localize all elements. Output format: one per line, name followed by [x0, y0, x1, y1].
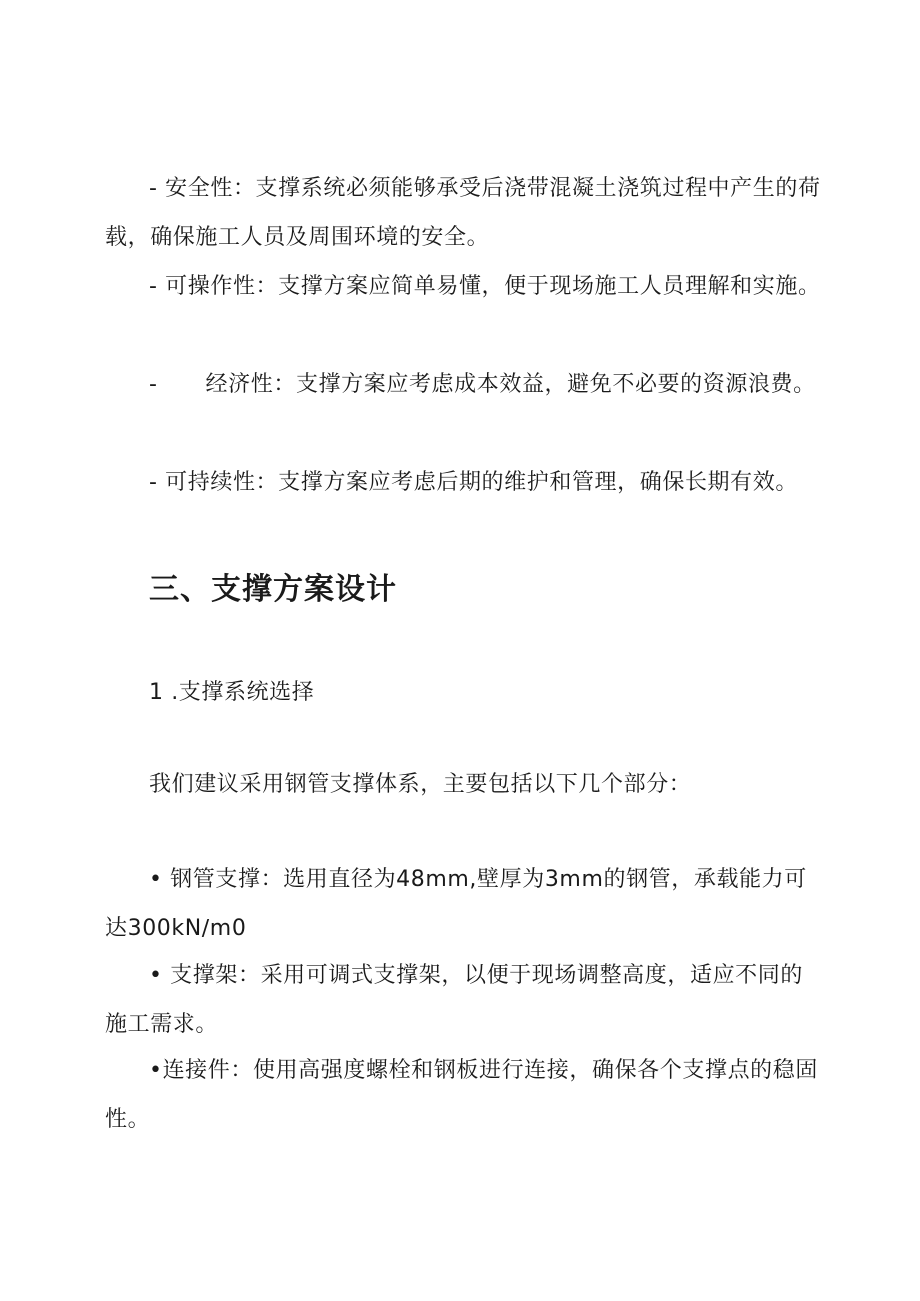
bullet-steel-pipe — [105, 855, 825, 953]
bullet-marker: • — [149, 1058, 163, 1083]
section-heading: 三、支撑方案设计 — [149, 572, 397, 607]
bullet-text: 支撑架：采用可调式支撑架，以便于现场调整高度，适应不同的施工需求。 — [105, 963, 803, 1037]
principle-economy — [105, 360, 825, 409]
principle-text: 经济性：支撑方案应考虑成本效益，避免不必要的资源浪费。 — [205, 372, 816, 397]
bullet-text: 钢管支撑：选用直径为48mm,壁厚为3mm的钢管，承载能力可达300kN∕m0 — [105, 867, 807, 941]
bullet-text: 连接件：使用高强度螺栓和钢板进行连接，确保各个支撑点的稳固性。 — [105, 1058, 818, 1132]
intro-paragraph: 我们建议采用钢管支撑体系，主要包括以下几个部分： — [149, 772, 692, 797]
bullet-support-frame — [105, 951, 825, 1049]
dash-marker: - — [149, 372, 158, 397]
dash-marker: - — [149, 176, 158, 201]
principle-text: 可持续性：支撑方案应考虑后期的维护和管理，确保长期有效。 — [165, 470, 798, 495]
principle-operability — [105, 262, 825, 311]
principle-safety — [105, 164, 825, 262]
principle-sustainability — [105, 458, 825, 507]
bullet-connector — [105, 1046, 825, 1144]
bullet-marker: • — [149, 963, 163, 988]
principle-text: 安全性：支撑系统必须能够承受后浇带混凝土浇筑过程中产生的荷载，确保施工人员及周围环境的安全。 — [105, 176, 821, 250]
dash-marker: - — [149, 274, 158, 299]
dash-marker: - — [149, 470, 158, 495]
principle-text: 可操作性：支撑方案应简单易懂，便于现场施工人员理解和实施。 — [165, 274, 821, 299]
subsection-heading: 1 .支撑系统选择 — [149, 680, 315, 705]
bullet-marker: • — [149, 867, 163, 892]
